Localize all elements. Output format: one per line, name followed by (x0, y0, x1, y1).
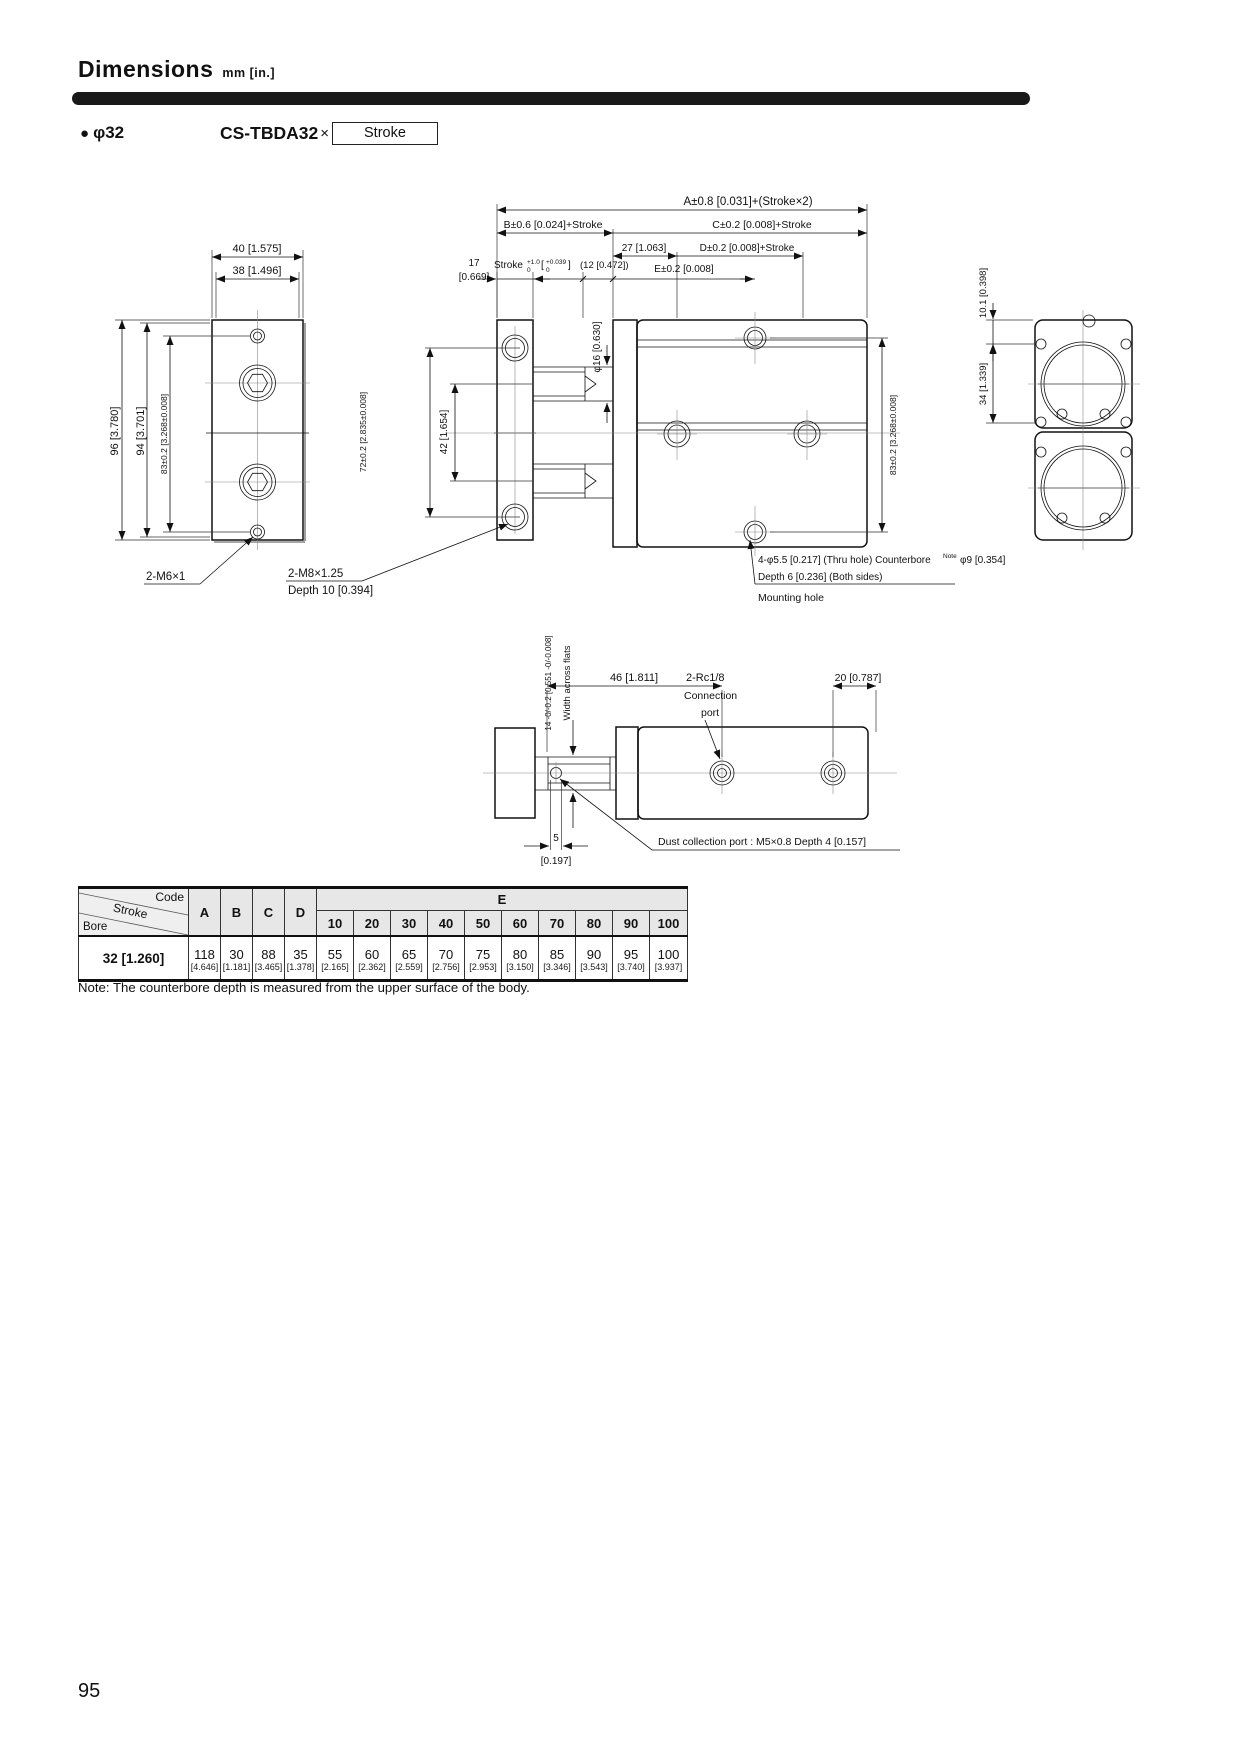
label-m8: 2-M8×1.25 (288, 568, 344, 580)
table-row (79, 936, 688, 981)
label-width-across-flats: Width across flats (562, 645, 573, 721)
dim-27: 27 [1.063] (621, 243, 667, 254)
dim-96: 96 [3.780] (109, 406, 121, 456)
dim-flats: 14 -0/-0.2 [0.551 -0/-0.008] (544, 635, 553, 731)
value-E60: 80 [3.150] (502, 936, 539, 981)
dim-83-front: 83±0.2 [3.268±0.008] (159, 393, 169, 475)
col-header-E: E (317, 888, 688, 911)
dim-34: 34 [1.339] (978, 362, 989, 406)
dim-B: B±0.6 [0.024]+Stroke (503, 219, 603, 231)
stroke-box: Stroke (332, 122, 438, 145)
e-stroke-70: 70 (539, 911, 576, 936)
dim-stroke-sup: +1.0 (527, 259, 540, 266)
col-header-D: D (285, 888, 317, 937)
title-text: Dimensions (78, 56, 214, 82)
value-E100: 100 [3.937] (650, 936, 688, 981)
dim-40: 40 [1.575] (232, 243, 282, 255)
technical-drawing (0, 160, 1240, 900)
header-rule-bar (72, 92, 1030, 105)
value-C: 88 [3.465] (253, 936, 285, 981)
dim-rod-diameter: φ16 [0.630] (592, 321, 603, 373)
dim-17: 17 (468, 258, 480, 269)
dim-72: 72±0.2 [2.835±0.008] (358, 391, 368, 473)
value-E10: 55 [2.165] (317, 936, 354, 981)
value-E80: 90 [3.543] (576, 936, 613, 981)
end-view (978, 268, 1140, 550)
footnote: Note: The counterbore depth is measured from the upper surface of the body. (78, 980, 530, 995)
dim-5: 5 (553, 833, 559, 844)
dim-12: (12 [0.472]) (580, 260, 629, 271)
dimension-table (78, 886, 688, 982)
dim-83-side: 83±0.2 [3.268±0.008] (888, 394, 898, 476)
value-E90: 95 [3.740] (613, 936, 650, 981)
value-E70: 85 [3.346] (539, 936, 576, 981)
label-rc18: 2-Rc1/8 (686, 672, 725, 684)
label-connection: Connection (684, 690, 738, 702)
label-mounting-hole: Mounting hole (758, 592, 824, 604)
bottom-view (483, 635, 900, 867)
e-stroke-80: 80 (576, 911, 613, 936)
corner-stroke-label: Stroke (111, 900, 149, 922)
corner-bore-label: Bore (83, 921, 108, 933)
value-E50: 75 [2.953] (465, 936, 502, 981)
times-symbol: × (320, 125, 329, 142)
dim-D: D±0.2 [0.008]+Stroke (699, 243, 795, 254)
value-E40: 70 [2.756] (428, 936, 465, 981)
corner-code-label: Code (155, 890, 184, 904)
e-stroke-60: 60 (502, 911, 539, 936)
label-m6: 2-M6×1 (146, 571, 186, 583)
col-header-B: B (221, 888, 253, 937)
label-port: port (701, 707, 720, 719)
page-title (78, 56, 275, 83)
col-header-C: C (253, 888, 285, 937)
label-mounting-2: Depth 6 [0.236] (Both sides) (758, 572, 883, 583)
dim-38: 38 [1.496] (232, 265, 282, 277)
e-stroke-20: 20 (354, 911, 391, 936)
dim-20: 20 [0.787] (834, 672, 882, 684)
dim-stroke-sup2: +0.039 (546, 259, 567, 266)
value-B: 30 [1.181] (221, 936, 253, 981)
value-D: 35 [1.378] (285, 936, 317, 981)
side-view (286, 196, 1006, 604)
dim-42: 42 [1.654] (439, 409, 450, 455)
label-mounting-1b: φ9 [0.354] (960, 555, 1006, 566)
value-A: 118 [4.646] (189, 936, 221, 981)
value-E30: 65 [2.559] (391, 936, 428, 981)
label-mounting-note-sup: Note (943, 553, 957, 560)
dim-10-1: 10.1 [0.398] (978, 267, 989, 319)
dim-94: 94 [3.701] (135, 406, 147, 456)
label-mounting-1: 4-φ5.5 [0.217] (Thru hole) Counterbore (758, 555, 931, 566)
unit-label: mm [in.] (222, 66, 275, 80)
e-stroke-40: 40 (428, 911, 465, 936)
label-dust-port: Dust collection port : M5×0.8 Depth 4 [0.157] (658, 836, 867, 848)
dim-46: 46 [1.811] (609, 672, 659, 684)
dim-stroke-base: Stroke (494, 260, 523, 271)
bore-size-heading (80, 123, 124, 143)
e-stroke-10: 10 (317, 911, 354, 936)
e-stroke-30: 30 (391, 911, 428, 936)
dim-5-in: [0.197] (540, 856, 572, 867)
dim-E: E±0.2 [0.008] (654, 264, 714, 275)
dim-stroke-sub: 0 (527, 267, 531, 274)
front-view (109, 243, 310, 584)
dim-stroke-open: [ (541, 260, 544, 271)
dim-17-in: [0.669] (458, 272, 490, 283)
page-number: 95 (78, 1680, 101, 1702)
value-E20: 60 [2.362] (354, 936, 391, 981)
e-stroke-50: 50 (465, 911, 502, 936)
dim-stroke-sub2: 0 (546, 267, 550, 274)
dim-stroke-close: ] (568, 260, 571, 271)
bore-size-label: φ32 (93, 123, 125, 142)
model-heading (220, 122, 438, 145)
table-corner-cell (79, 888, 189, 937)
dim-C: C±0.2 [0.008]+Stroke (712, 219, 812, 231)
model-number: CS-TBDA32 (220, 123, 319, 143)
col-header-A: A (189, 888, 221, 937)
dim-A: A±0.8 [0.031]+(Stroke×2) (683, 196, 813, 208)
bore-value: 32 [1.260] (79, 936, 189, 981)
e-stroke-100: 100 (650, 911, 688, 936)
e-stroke-90: 90 (613, 911, 650, 936)
label-m8-depth: Depth 10 [0.394] (288, 585, 374, 597)
bullet-icon: ● (80, 124, 90, 142)
